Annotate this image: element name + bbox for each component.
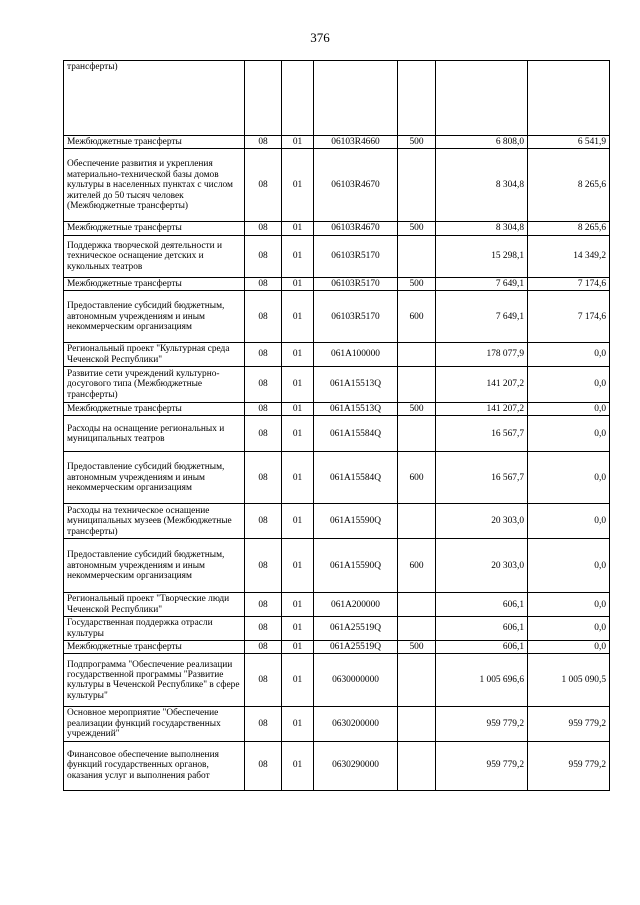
cell-expense-type bbox=[398, 504, 436, 539]
budget-table-body bbox=[64, 61, 610, 791]
cell-target-code: 0630290000 bbox=[314, 741, 398, 790]
cell-name: Предоставление субсидий бюджетным, автономным учреждениям и иным некоммерческим организациям bbox=[64, 452, 245, 504]
cell-amount-1: 16 567,7 bbox=[436, 416, 528, 452]
cell-section: 08 bbox=[245, 235, 282, 277]
table-row bbox=[64, 593, 610, 617]
table-row bbox=[64, 277, 610, 290]
cell-expense-type: 500 bbox=[398, 403, 436, 416]
cell-amount-2: 0,0 bbox=[528, 641, 610, 654]
table-row bbox=[64, 222, 610, 235]
cell-amount-2: 7 174,6 bbox=[528, 277, 610, 290]
cell-name: Финансовое обеспечение выполнения функций государственных органов, оказания услуг и выполнения работ bbox=[64, 741, 245, 790]
cell-section: 08 bbox=[245, 452, 282, 504]
cell-subsection: 01 bbox=[282, 452, 314, 504]
cell-section: 08 bbox=[245, 741, 282, 790]
cell-section: 08 bbox=[245, 403, 282, 416]
cell-amount-1: 959 779,2 bbox=[436, 741, 528, 790]
cell-subsection bbox=[282, 61, 314, 136]
cell-amount-2: 959 779,2 bbox=[528, 707, 610, 741]
cell-expense-type: 600 bbox=[398, 539, 436, 593]
cell-expense-type bbox=[398, 707, 436, 741]
table-row bbox=[64, 235, 610, 277]
cell-amount-2: 8 265,6 bbox=[528, 149, 610, 222]
cell-name: Межбюджетные трансферты bbox=[64, 641, 245, 654]
cell-target-code: 06103R5170 bbox=[314, 235, 398, 277]
cell-target-code: 06103R5170 bbox=[314, 291, 398, 343]
cell-expense-type bbox=[398, 61, 436, 136]
cell-target-code: 0630000000 bbox=[314, 654, 398, 707]
cell-expense-type bbox=[398, 367, 436, 403]
cell-target-code: 061A15584Q bbox=[314, 416, 398, 452]
cell-name: Государственная поддержка отрасли культуры bbox=[64, 617, 245, 641]
cell-section: 08 bbox=[245, 539, 282, 593]
cell-target-code: 06103R4670 bbox=[314, 222, 398, 235]
cell-subsection: 01 bbox=[282, 291, 314, 343]
cell-subsection: 01 bbox=[282, 136, 314, 149]
cell-amount-2: 14 349,2 bbox=[528, 235, 610, 277]
cell-name: Подпрограмма "Обеспечение реализации государственной программы "Развитие культуры в Чеченской Республике" в сфере культуры" bbox=[64, 654, 245, 707]
cell-expense-type bbox=[398, 741, 436, 790]
cell-expense-type: 500 bbox=[398, 277, 436, 290]
cell-section: 08 bbox=[245, 149, 282, 222]
cell-target-code: 061A200000 bbox=[314, 593, 398, 617]
cell-expense-type bbox=[398, 416, 436, 452]
table-row bbox=[64, 504, 610, 539]
table-row bbox=[64, 654, 610, 707]
cell-expense-type: 600 bbox=[398, 291, 436, 343]
cell-name: Предоставление субсидий бюджетным, автономным учреждениям и иным некоммерческим организациям bbox=[64, 291, 245, 343]
cell-expense-type bbox=[398, 343, 436, 367]
cell-subsection: 01 bbox=[282, 504, 314, 539]
table-row bbox=[64, 136, 610, 149]
cell-amount-1: 16 567,7 bbox=[436, 452, 528, 504]
cell-target-code: 06103R4660 bbox=[314, 136, 398, 149]
table-row bbox=[64, 617, 610, 641]
cell-section: 08 bbox=[245, 416, 282, 452]
cell-subsection: 01 bbox=[282, 641, 314, 654]
cell-amount-1: 141 207,2 bbox=[436, 403, 528, 416]
cell-amount-1: 959 779,2 bbox=[436, 707, 528, 741]
cell-amount-2: 0,0 bbox=[528, 367, 610, 403]
cell-target-code: 06103R4670 bbox=[314, 149, 398, 222]
table-row bbox=[64, 641, 610, 654]
cell-amount-2: 8 265,6 bbox=[528, 222, 610, 235]
cell-section bbox=[245, 61, 282, 136]
cell-target-code: 061A100000 bbox=[314, 343, 398, 367]
cell-subsection: 01 bbox=[282, 222, 314, 235]
cell-subsection: 01 bbox=[282, 593, 314, 617]
cell-amount-2: 0,0 bbox=[528, 504, 610, 539]
cell-subsection: 01 bbox=[282, 367, 314, 403]
cell-amount-1: 6 808,0 bbox=[436, 136, 528, 149]
cell-section: 08 bbox=[245, 291, 282, 343]
cell-subsection: 01 bbox=[282, 403, 314, 416]
cell-section: 08 bbox=[245, 593, 282, 617]
cell-amount-1: 1 005 696,6 bbox=[436, 654, 528, 707]
cell-amount-1: 15 298,1 bbox=[436, 235, 528, 277]
cell-amount-2: 0,0 bbox=[528, 593, 610, 617]
cell-amount-2: 0,0 bbox=[528, 416, 610, 452]
cell-section: 08 bbox=[245, 343, 282, 367]
cell-amount-1: 8 304,8 bbox=[436, 222, 528, 235]
cell-target-code: 061A25519Q bbox=[314, 617, 398, 641]
cell-expense-type: 500 bbox=[398, 136, 436, 149]
cell-subsection: 01 bbox=[282, 539, 314, 593]
cell-amount-2: 0,0 bbox=[528, 343, 610, 367]
cell-amount-1: 7 649,1 bbox=[436, 291, 528, 343]
table-row bbox=[64, 149, 610, 222]
cell-name: Межбюджетные трансферты bbox=[64, 136, 245, 149]
cell-name: Развитие сети учреждений культурно-досугового типа (Межбюджетные трансферты) bbox=[64, 367, 245, 403]
cell-name: Предоставление субсидий бюджетным, автономным учреждениям и иным некоммерческим организациям bbox=[64, 539, 245, 593]
cell-amount-2 bbox=[528, 61, 610, 136]
cell-target-code: 06103R5170 bbox=[314, 277, 398, 290]
table-row bbox=[64, 61, 610, 136]
cell-subsection: 01 bbox=[282, 343, 314, 367]
cell-subsection: 01 bbox=[282, 416, 314, 452]
cell-amount-2: 0,0 bbox=[528, 539, 610, 593]
cell-amount-2: 0,0 bbox=[528, 403, 610, 416]
cell-name: Межбюджетные трансферты bbox=[64, 403, 245, 416]
cell-expense-type: 500 bbox=[398, 641, 436, 654]
table-row bbox=[64, 416, 610, 452]
cell-amount-2: 1 005 090,5 bbox=[528, 654, 610, 707]
cell-section: 08 bbox=[245, 617, 282, 641]
cell-subsection: 01 bbox=[282, 277, 314, 290]
table-row bbox=[64, 741, 610, 790]
cell-name: Региональный проект "Творческие люди Чеченской Республики" bbox=[64, 593, 245, 617]
cell-expense-type bbox=[398, 654, 436, 707]
cell-amount-1: 178 077,9 bbox=[436, 343, 528, 367]
cell-expense-type: 600 bbox=[398, 452, 436, 504]
cell-section: 08 bbox=[245, 707, 282, 741]
cell-subsection: 01 bbox=[282, 707, 314, 741]
cell-subsection: 01 bbox=[282, 235, 314, 277]
cell-amount-1: 606,1 bbox=[436, 593, 528, 617]
cell-amount-1: 141 207,2 bbox=[436, 367, 528, 403]
cell-expense-type bbox=[398, 149, 436, 222]
cell-name: Региональный проект "Культурная среда Чеченской Республики" bbox=[64, 343, 245, 367]
table-row bbox=[64, 707, 610, 741]
cell-target-code: 061A15513Q bbox=[314, 367, 398, 403]
cell-section: 08 bbox=[245, 277, 282, 290]
cell-target-code: 061A15584Q bbox=[314, 452, 398, 504]
table-row bbox=[64, 291, 610, 343]
cell-target-code: 0630200000 bbox=[314, 707, 398, 741]
cell-expense-type bbox=[398, 593, 436, 617]
cell-subsection: 01 bbox=[282, 617, 314, 641]
cell-amount-2: 959 779,2 bbox=[528, 741, 610, 790]
cell-name: Поддержка творческой деятельности и техническое оснащение детских и кукольных театров bbox=[64, 235, 245, 277]
cell-name: трансферты) bbox=[64, 61, 245, 136]
cell-name: Основное мероприятие "Обеспечение реализации функций государственных учреждений" bbox=[64, 707, 245, 741]
cell-name: Обеспечение развития и укрепления материально-технической базы домов культуры в населенных пунктах с числом жителей до 50 тысяч человек (Межбюджетные трансферты) bbox=[64, 149, 245, 222]
cell-target-code: 061A15513Q bbox=[314, 403, 398, 416]
cell-amount-1: 8 304,8 bbox=[436, 149, 528, 222]
cell-section: 08 bbox=[245, 641, 282, 654]
cell-expense-type bbox=[398, 235, 436, 277]
table-row bbox=[64, 367, 610, 403]
cell-amount-1: 606,1 bbox=[436, 617, 528, 641]
cell-amount-2: 7 174,6 bbox=[528, 291, 610, 343]
budget-table bbox=[63, 60, 610, 791]
cell-amount-1: 606,1 bbox=[436, 641, 528, 654]
cell-expense-type bbox=[398, 617, 436, 641]
cell-name: Расходы на оснащение региональных и муниципальных театров bbox=[64, 416, 245, 452]
cell-amount-2: 0,0 bbox=[528, 617, 610, 641]
cell-target-code bbox=[314, 61, 398, 136]
cell-amount-1 bbox=[436, 61, 528, 136]
cell-name: Межбюджетные трансферты bbox=[64, 222, 245, 235]
cell-target-code: 061A25519Q bbox=[314, 641, 398, 654]
cell-name: Расходы на техническое оснащение муниципальных музеев (Межбюджетные трансферты) bbox=[64, 504, 245, 539]
page-number: 376 bbox=[310, 30, 330, 45]
cell-amount-1: 20 303,0 bbox=[436, 539, 528, 593]
cell-name: Межбюджетные трансферты bbox=[64, 277, 245, 290]
cell-subsection: 01 bbox=[282, 654, 314, 707]
table-row bbox=[64, 343, 610, 367]
cell-target-code: 061A15590Q bbox=[314, 539, 398, 593]
table-row bbox=[64, 539, 610, 593]
cell-amount-1: 20 303,0 bbox=[436, 504, 528, 539]
cell-amount-1: 7 649,1 bbox=[436, 277, 528, 290]
cell-amount-2: 6 541,9 bbox=[528, 136, 610, 149]
table-row bbox=[64, 403, 610, 416]
cell-section: 08 bbox=[245, 222, 282, 235]
cell-amount-2: 0,0 bbox=[528, 452, 610, 504]
cell-target-code: 061A15590Q bbox=[314, 504, 398, 539]
cell-section: 08 bbox=[245, 654, 282, 707]
cell-expense-type: 500 bbox=[398, 222, 436, 235]
cell-section: 08 bbox=[245, 367, 282, 403]
cell-section: 08 bbox=[245, 504, 282, 539]
cell-section: 08 bbox=[245, 136, 282, 149]
cell-subsection: 01 bbox=[282, 741, 314, 790]
cell-subsection: 01 bbox=[282, 149, 314, 222]
table-row bbox=[64, 452, 610, 504]
